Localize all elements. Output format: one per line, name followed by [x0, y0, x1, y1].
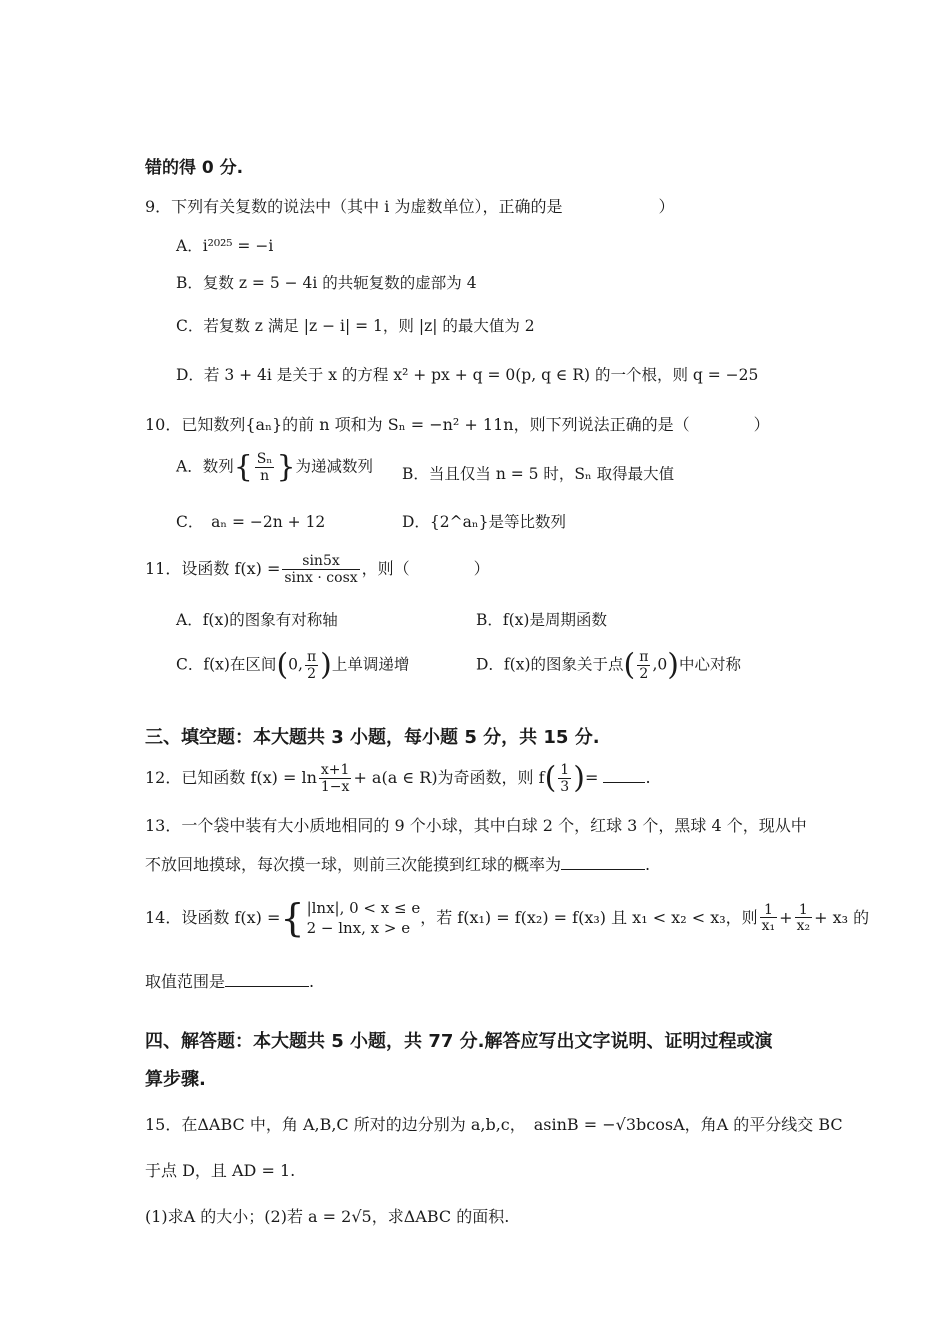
q13-answer-blank[interactable] [561, 855, 645, 870]
section4-heading-line1: 四、解答题：本大题共 5 小题，共 77 分.解答应写出文字说明、证明过程或演 [145, 1031, 773, 1052]
q11-option-c: C．f(x)在区间(0, $\frac{\pi}{2}$ )上单调递增 [176, 647, 410, 683]
q12-arg-den: 3 [560, 778, 570, 795]
q14-prefix: 14．设函数 f(x) = [145, 907, 281, 927]
q14-frac1-den: x₁ [761, 918, 776, 935]
q11-option-d: D．f(x)的图象关于点( $\frac{\pi}{2}$ ,0)中心对称 [476, 647, 741, 683]
q14-frac1-num: 1 [763, 901, 773, 918]
q14-case1: |lnx|, 0 < x ≤ e [306, 899, 421, 917]
q12-num: x+1 [320, 762, 350, 778]
q14-frac2-num: 1 [798, 901, 808, 918]
q11-fraction [282, 554, 359, 585]
q9-stem: 9．下列有关复数的说法中（其中 i 为虚数单位），正确的是 ） [145, 197, 675, 216]
q15-line1: 15．在ΔABC 中，角 A,B,C 所对的边分别为 a,b,c， asinB = −√3bcosA，角A 的平分线交 BC [145, 1115, 843, 1134]
q14-frac2-den: x₂ [796, 918, 811, 935]
q12-end: . [645, 768, 651, 788]
q10-a-den: n [255, 467, 275, 484]
q10-option-d: D．{2^aₙ}是等比数列 [402, 513, 566, 531]
q15-line3: (1)求A 的大小；(2)若 a = 2√5，求ΔABC 的面积. [145, 1207, 510, 1226]
q15-line2: 于点 D，且 AD = 1. [145, 1161, 296, 1180]
q14-plus: + [779, 907, 793, 927]
q14-answer-blank[interactable] [225, 972, 309, 987]
q9-option-b: B．复数 z = 5 − 4i 的共轭复数的虚部为 4 [176, 274, 477, 292]
q10-a-num: Sₙ [256, 451, 273, 467]
q9-option-d: D．若 3 + 4i 是关于 x 的方程 x² + px + q = 0(p, q ∈ R) 的一个根，则 q = −25 [176, 366, 759, 384]
q14-end: . [309, 972, 315, 991]
q14-fraction2 [795, 903, 813, 934]
q9-option-a: A．i²⁰²⁵ = −i [176, 237, 274, 255]
q12-stem: 12．已知函数 f(x) = ln $\frac{x+1}{1-x}$ + a(a ∈ R)为奇函数，则 f( $\frac{1}{3}$ )= . [145, 760, 651, 796]
q11-c-den: 2 [305, 665, 318, 682]
q12-equals: = [584, 768, 599, 788]
q13-line1: 13．一个袋中装有大小质地相同的 9 个小球，其中白球 2 个，红球 3 个，黑球 4 个，现从中 [145, 816, 807, 835]
q14-stem: 14．设函数 f(x) ={ |lnx|, 0 < x ≤ e 2 − lnx, x > e ，若 f(x₁) = f(x₂) = f(x₃) 且 x₁ < x₂ < x₃，则 $\frac{1}{\text{x₁}}$ + $\frac{1}{\text{x₂}}$ + x₃ 的 [145, 896, 870, 941]
q11-stem-prefix: 11．设函数 f(x) = [145, 559, 281, 579]
q10-a-fraction [255, 452, 275, 483]
q14-line2 [145, 972, 314, 990]
q14-fraction1 [760, 903, 778, 934]
intro-tail: 错的得 0 分. [145, 158, 244, 178]
section3-heading: 三、填空题：本大题共 3 小题，每小题 5 分，共 15 分. [145, 727, 600, 748]
q11-d-suffix: 中心对称 [678, 655, 741, 674]
q10-option-b: B．当且仅当 n = 5 时，Sₙ 取得最大值 [402, 465, 675, 483]
q12-den: 1−x [320, 778, 350, 795]
q11-num: sin5x [302, 553, 340, 569]
q14-line2-text: 取值范围是 [145, 972, 226, 991]
q11-c-suffix: 上单调递增 [331, 655, 410, 674]
section4-heading-line2: 算步骤. [145, 1069, 206, 1090]
q13-line2-text: 不放回地摸球，每次摸一球，则前三次能摸到红球的概率为 [145, 855, 562, 874]
q11-c-num: π [306, 649, 317, 665]
q11-c-start: 0, [288, 655, 303, 674]
q11-den: sinx · cosx [284, 569, 358, 586]
q11-d-end: ,0 [652, 655, 668, 674]
q10-option-c: C． aₙ = −2n + 12 [176, 513, 326, 531]
q11-stem-suffix: ，则（ ） [361, 559, 490, 579]
q10-a-prefix: A．数列 [176, 457, 234, 476]
q13-line2 [145, 855, 650, 873]
q12-answer-blank[interactable] [603, 768, 645, 783]
q12-middle: + a(a ∈ R)为奇函数，则 f [353, 768, 545, 788]
q14-middle: ，若 f(x₁) = f(x₂) = f(x₃) 且 x₁ < x₂ < x₃，则 [420, 907, 758, 927]
q14-case2: 2 − lnx, x > e [306, 919, 411, 938]
q9-option-c: C．若复数 z 满足 |z − i| = 1，则 |z| 的最大值为 2 [176, 317, 535, 335]
q10-option-a: A．数列{ $\frac{\text{Sₙ}}{n}$ }为递减数列 [176, 449, 374, 485]
q14-suffix: + x₃ 的 [814, 907, 870, 927]
q11-option-a: A．f(x)的图象有对称轴 [176, 611, 338, 629]
q11-c-prefix: C．f(x)在区间 [176, 655, 277, 674]
q10-a-suffix: 为递减数列 [295, 457, 374, 476]
q11-d-fraction [637, 650, 650, 681]
q12-arg-num: 1 [560, 762, 570, 778]
q12-prefix: 12．已知函数 f(x) = ln [145, 768, 317, 788]
q11-d-den: 2 [637, 665, 650, 682]
q11-option-b: B．f(x)是周期函数 [476, 611, 607, 629]
q14-cases [307, 898, 421, 939]
q13-end: . [645, 855, 651, 874]
q11-stem [145, 554, 490, 585]
q11-d-prefix: D．f(x)的图象关于点 [476, 655, 624, 674]
q10-stem: 10．已知数列{aₙ}的前 n 项和为 Sₙ = −n² + 11n，则下列说法正确的是（ ） [145, 415, 770, 434]
q12-arg-fraction [558, 763, 571, 794]
q11-d-num: π [639, 649, 649, 665]
q12-fraction [319, 763, 352, 794]
q11-c-fraction [305, 650, 318, 681]
